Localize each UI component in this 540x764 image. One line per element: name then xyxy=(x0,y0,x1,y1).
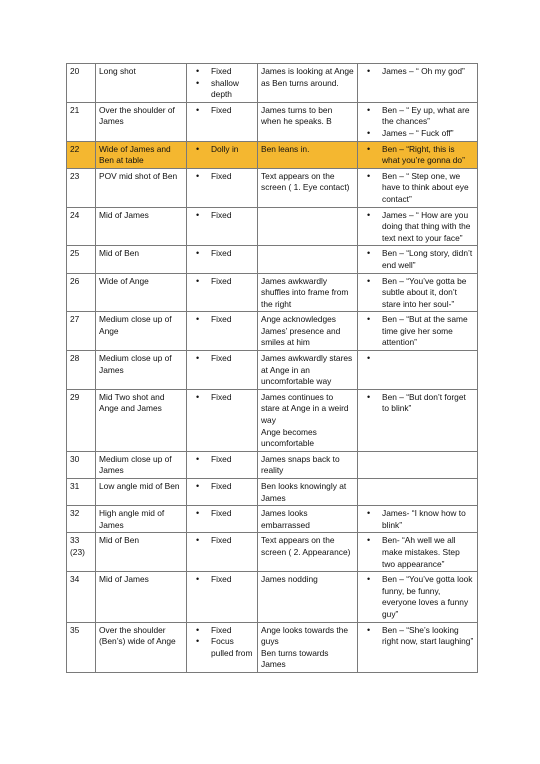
shot-row xyxy=(67,479,478,506)
action-description: James snaps back to reality xyxy=(258,451,358,478)
shot-type: Mid Two shot and Ange and James xyxy=(96,389,187,451)
dialogue xyxy=(358,64,478,103)
dialogue xyxy=(358,572,478,622)
shot-number: 29 xyxy=(67,389,96,451)
action-description: James is looking at Ange as Ben turns around. xyxy=(258,64,358,103)
dialogue xyxy=(358,622,478,672)
shot-number: 34 xyxy=(67,572,96,622)
camera-movement-list xyxy=(190,625,254,660)
shot-type: Over the shoulder (Ben’s) wide of Ange xyxy=(96,622,187,672)
camera-movement-item: • Fixed xyxy=(190,625,254,637)
camera-movement-list xyxy=(190,144,254,156)
dialogue-line: • Ben – “You’ve gotta look funny, be funny, everyone loves a funny guy” xyxy=(361,574,474,620)
shot-type: Long shot xyxy=(96,64,187,103)
camera-movement-list xyxy=(190,105,254,117)
shot-row xyxy=(67,572,478,622)
camera-movement-item: • shallow depth xyxy=(190,78,254,101)
dialogue xyxy=(358,506,478,533)
shot-list-table xyxy=(66,63,478,673)
shot-row xyxy=(67,351,478,390)
dialogue-line: • James – “ Oh my god” xyxy=(361,66,474,78)
camera-movement-list xyxy=(190,574,254,586)
camera-movement-list xyxy=(190,171,254,183)
dialogue-list xyxy=(361,392,474,415)
action-description: Ange acknowledges James’ presence and smiles at him xyxy=(258,312,358,351)
camera-movement-list xyxy=(190,454,254,466)
dialogue-line: • Ben – “You’ve gotta be subtle about it, don’t stare into her soul-” xyxy=(361,276,474,311)
shot-row xyxy=(67,141,478,168)
shot-number: 24 xyxy=(67,207,96,246)
dialogue xyxy=(358,246,478,273)
shot-number: 35 xyxy=(67,622,96,672)
camera-movement-item: • Fixed xyxy=(190,508,254,520)
dialogue-line: • James- “I know how to blink” xyxy=(361,508,474,531)
dialogue xyxy=(358,451,478,478)
camera-movement-list xyxy=(190,210,254,222)
camera-movement xyxy=(187,246,258,273)
camera-movement-item: • Fixed xyxy=(190,454,254,466)
camera-movement xyxy=(187,102,258,141)
shot-row xyxy=(67,207,478,246)
shot-type: High angle mid of James xyxy=(96,506,187,533)
camera-movement-item: • Fixed xyxy=(190,105,254,117)
shot-type: Low angle mid of Ben xyxy=(96,479,187,506)
shot-number: 33 (23) xyxy=(67,533,96,572)
camera-movement-item: • Fixed xyxy=(190,276,254,288)
dialogue xyxy=(358,479,478,506)
dialogue xyxy=(358,312,478,351)
shot-type: Medium close up of James xyxy=(96,351,187,390)
action-description xyxy=(258,246,358,273)
action-description: Ben looks knowingly at James xyxy=(258,479,358,506)
shot-row xyxy=(67,533,478,572)
shot-type: Medium close up of Ange xyxy=(96,312,187,351)
shot-number: 20 xyxy=(67,64,96,103)
action-description: James awkwardly shuffles into frame from the right xyxy=(258,273,358,312)
camera-movement xyxy=(187,451,258,478)
camera-movement-list xyxy=(190,248,254,260)
camera-movement xyxy=(187,312,258,351)
shot-row xyxy=(67,246,478,273)
dialogue-list xyxy=(361,625,474,648)
shot-row xyxy=(67,102,478,141)
camera-movement xyxy=(187,533,258,572)
camera-movement xyxy=(187,141,258,168)
camera-movement xyxy=(187,389,258,451)
dialogue xyxy=(358,273,478,312)
shot-row xyxy=(67,273,478,312)
dialogue-line: • Ben – “ Step one, we have to think about eye contact” xyxy=(361,171,474,206)
shot-list-body xyxy=(67,64,478,673)
shot-number: 26 xyxy=(67,273,96,312)
shot-number: 23 xyxy=(67,168,96,207)
shot-type: Mid of James xyxy=(96,207,187,246)
camera-movement-item: • Focus pulled from xyxy=(190,636,254,659)
shot-row xyxy=(67,312,478,351)
dialogue xyxy=(358,389,478,451)
dialogue xyxy=(358,168,478,207)
camera-movement xyxy=(187,351,258,390)
shot-number: 32 xyxy=(67,506,96,533)
shot-number: 21 xyxy=(67,102,96,141)
dialogue-line: • Ben – “Right, this is what you’re gonna do” xyxy=(361,144,474,167)
camera-movement xyxy=(187,168,258,207)
dialogue-list xyxy=(361,574,474,620)
camera-movement-item: • Fixed xyxy=(190,481,254,493)
dialogue-list xyxy=(361,314,474,349)
dialogue xyxy=(358,351,478,390)
shot-type: Wide of Ange xyxy=(96,273,187,312)
dialogue xyxy=(358,102,478,141)
shot-row xyxy=(67,389,478,451)
dialogue-list xyxy=(361,508,474,531)
shot-type: Medium close up of James xyxy=(96,451,187,478)
shot-number: 28 xyxy=(67,351,96,390)
camera-movement-item: • Fixed xyxy=(190,392,254,404)
action-description: James looks embarrassed xyxy=(258,506,358,533)
camera-movement-list xyxy=(190,481,254,493)
camera-movement-item: • Fixed xyxy=(190,210,254,222)
shot-number: 30 xyxy=(67,451,96,478)
shot-row xyxy=(67,622,478,672)
action-description: Ben leans in. xyxy=(258,141,358,168)
dialogue-list xyxy=(361,144,474,167)
dialogue-list xyxy=(361,276,474,311)
dialogue-line: • Ben- “Ah well we all make mistakes. Step two appearance” xyxy=(361,535,474,570)
camera-movement-list xyxy=(190,392,254,404)
shot-type: Mid of Ben xyxy=(96,533,187,572)
camera-movement xyxy=(187,479,258,506)
camera-movement-list xyxy=(190,314,254,326)
shot-list-page xyxy=(66,63,477,673)
shot-number: 22 xyxy=(67,141,96,168)
camera-movement-list xyxy=(190,353,254,365)
shot-number: 25 xyxy=(67,246,96,273)
dialogue-list xyxy=(361,171,474,206)
shot-type: Mid of James xyxy=(96,572,187,622)
camera-movement-item: • Fixed xyxy=(190,171,254,183)
shot-row xyxy=(67,64,478,103)
camera-movement-item: • Fixed xyxy=(190,574,254,586)
dialogue xyxy=(358,207,478,246)
dialogue-list xyxy=(361,66,474,78)
shot-type: Wide of James and Ben at table xyxy=(96,141,187,168)
camera-movement xyxy=(187,622,258,672)
dialogue-list xyxy=(361,105,474,140)
dialogue xyxy=(358,533,478,572)
dialogue-line: • James – “ How are you doing that thing with the text next to your face” xyxy=(361,210,474,245)
action-description: Text appears on the screen ( 1. Eye contact) xyxy=(258,168,358,207)
camera-movement xyxy=(187,506,258,533)
camera-movement xyxy=(187,572,258,622)
shot-type: POV mid shot of Ben xyxy=(96,168,187,207)
camera-movement-item: • Fixed xyxy=(190,314,254,326)
camera-movement-list xyxy=(190,508,254,520)
dialogue-list xyxy=(361,210,474,245)
action-description: James turns to ben when he speaks. B xyxy=(258,102,358,141)
action-description: James continues to stare at Ange in a weird way Ange becomes uncomfortable xyxy=(258,389,358,451)
camera-movement-list xyxy=(190,66,254,101)
camera-movement-item: • Dolly in xyxy=(190,144,254,156)
shot-type: Over the shoulder of James xyxy=(96,102,187,141)
dialogue-line: • Ben – “Long story, didn’t end well” xyxy=(361,248,474,271)
shot-type: Mid of Ben xyxy=(96,246,187,273)
camera-movement-list xyxy=(190,535,254,547)
camera-movement-list xyxy=(190,276,254,288)
shot-row xyxy=(67,506,478,533)
action-description: Ange looks towards the guys Ben turns towards James xyxy=(258,622,358,672)
shot-row xyxy=(67,168,478,207)
action-description: James awkwardly stares at Ange in an uncomfortable way xyxy=(258,351,358,390)
camera-movement-item: • Fixed xyxy=(190,535,254,547)
dialogue-list xyxy=(361,535,474,570)
camera-movement xyxy=(187,207,258,246)
action-description xyxy=(258,207,358,246)
shot-number: 27 xyxy=(67,312,96,351)
dialogue-line: • Ben – “But at the same time give her some attention” xyxy=(361,314,474,349)
action-description: James nodding xyxy=(258,572,358,622)
dialogue xyxy=(358,141,478,168)
camera-movement-item: • Fixed xyxy=(190,66,254,78)
camera-movement-item: • Fixed xyxy=(190,353,254,365)
dialogue-list xyxy=(361,248,474,271)
dialogue-line: • Ben – “ Ey up, what are the chances” xyxy=(361,105,474,128)
dialogue-line: • James – “ Fuck off” xyxy=(361,128,474,140)
action-description: Text appears on the screen ( 2. Appearance) xyxy=(258,533,358,572)
camera-movement xyxy=(187,64,258,103)
camera-movement-item: • Fixed xyxy=(190,248,254,260)
shot-row xyxy=(67,451,478,478)
shot-number: 31 xyxy=(67,479,96,506)
camera-movement xyxy=(187,273,258,312)
dialogue-line: • Ben – “She’s looking right now, start laughing” xyxy=(361,625,474,648)
dialogue-line: • Ben – “But don’t forget to blink” xyxy=(361,392,474,415)
